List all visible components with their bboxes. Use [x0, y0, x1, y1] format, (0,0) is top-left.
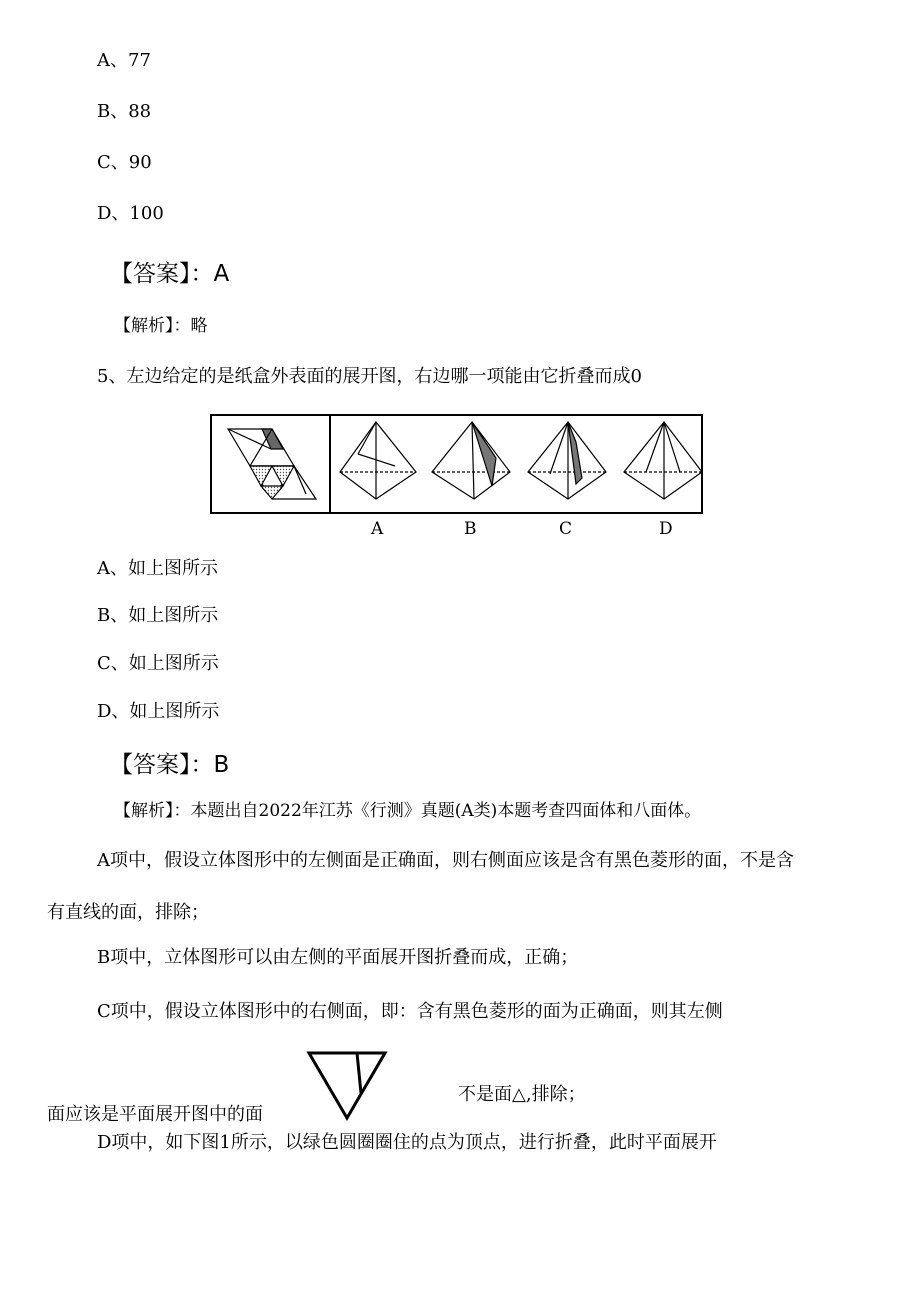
q5-question: 5、左边给定的是纸盒外表面的展开图，右边哪一项能由它折叠而成0: [97, 366, 642, 387]
q5-explanation-a-line1: A项中，假设立体图形中的左侧面是正确面，则右侧面应该是含有黑色菱形的面，不是含: [97, 850, 794, 871]
q4-option-b: B、88: [97, 101, 152, 122]
q5-figure: [210, 414, 703, 514]
q5-explanation-c-line1: C项中，假设立体图形中的右侧面，即：含有黑色菱形的面为正确面，则其左侧: [97, 1001, 723, 1022]
q4-option-c: C、90: [97, 152, 152, 173]
q5-explanation-d: D项中，如下图1所示，以绿色圆圈圈住的点为顶点，进行折叠，此时平面展开: [97, 1132, 717, 1153]
q5-option-b: B、如上图所示: [97, 605, 219, 626]
face-triangle-diagram: [305, 1050, 390, 1122]
pyramid-b: [432, 422, 510, 499]
q5-explanation-c-line2-right: 不是面△,排除；: [458, 1084, 586, 1105]
net-diagram: [228, 429, 316, 499]
figure-label-d: D: [659, 519, 673, 539]
pyramid-d: [624, 422, 702, 499]
q5-option-d: D、如上图所示: [97, 701, 220, 722]
q4-option-d: D、100: [97, 203, 164, 224]
q5-explanation-c-line2-left: 面应该是平面展开图中的面: [47, 1104, 263, 1125]
pyramid-a: [340, 422, 416, 499]
figure-label-a: A: [371, 519, 384, 539]
q5-explanation-b: B项中，立体图形可以由左侧的平面展开图折叠而成，正确；: [97, 947, 579, 968]
q5-answer: 【答案】：B: [110, 752, 230, 778]
q5-option-a: A、如上图所示: [97, 558, 218, 579]
q5-explanation-a-line2: 有直线的面，排除；: [47, 902, 209, 923]
q5-option-c: C、如上图所示: [97, 653, 219, 674]
q4-answer: 【答案】：A: [110, 261, 230, 287]
figure-label-b: B: [464, 519, 477, 539]
figure-label-c: C: [559, 519, 573, 539]
q4-option-a: A、77: [97, 50, 151, 71]
q4-explanation: 【解析】：略: [114, 316, 208, 336]
pyramid-c: [528, 422, 606, 499]
q5-explanation-intro: 【解析】：本题出自2022年江苏《行测》真题(A类)本题考查四面体和八面体。: [114, 801, 702, 821]
